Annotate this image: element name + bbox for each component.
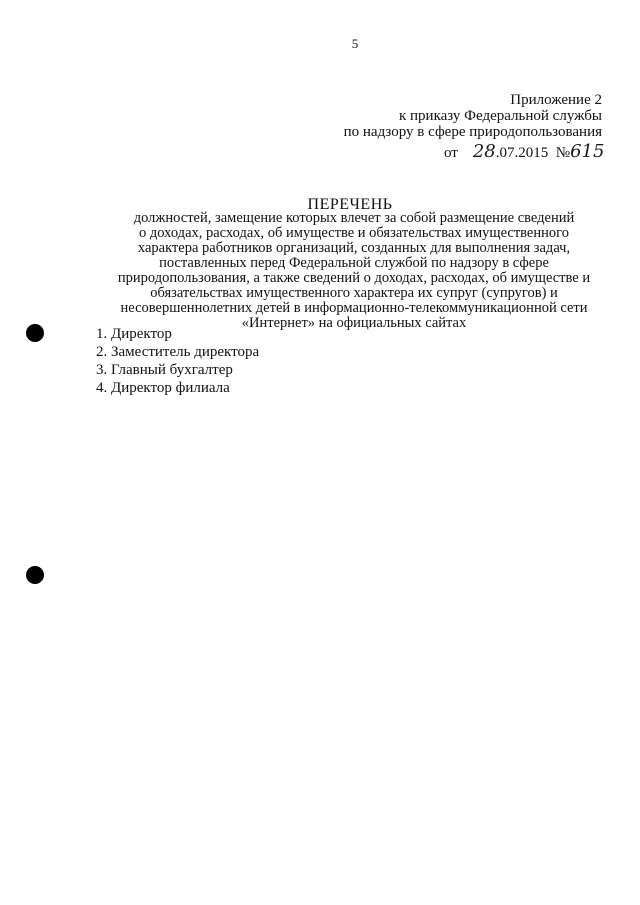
order-from-label: от	[444, 145, 458, 161]
subtitle-line: должностей, замещение которых влечет за собой размещение сведений	[133, 210, 575, 226]
document-subtitle	[98, 211, 610, 331]
page-number: 5	[351, 36, 359, 51]
subtitle-line: поставленных перед Федеральной службой по надзору в сфере	[159, 255, 549, 271]
subtitle-line: природопользования, а также сведений о доходах, расходах, об имуществе и	[117, 270, 591, 286]
order-day-handwritten: 28	[472, 141, 496, 162]
positions-list	[96, 325, 259, 397]
hole-punch-top	[26, 324, 44, 342]
list-item: 1. Директор	[96, 326, 172, 342]
appendix-line-1: к приказу Федеральной службы	[398, 108, 602, 124]
document-title: ПЕРЕЧЕНЬ	[307, 196, 393, 213]
subtitle-line: несовершеннолетних детей в информационно-телекоммуникационной сети	[120, 300, 588, 316]
order-date-rest: .07.2015	[495, 145, 549, 161]
appendix-header	[344, 92, 602, 140]
subtitle-line: обязательствах имущественного характера их супруг (супругов) и	[150, 285, 558, 301]
list-item: 4. Директор филиала	[96, 380, 230, 396]
order-number-label: №	[555, 145, 571, 161]
order-number-handwritten: 615	[570, 141, 605, 162]
order-date-line	[444, 141, 604, 162]
subtitle-line: «Интернет» на официальных сайтах	[241, 315, 467, 331]
hole-punch-bottom	[26, 566, 44, 584]
subtitle-line: характера работников организаций, созданных для выполнения задач,	[137, 240, 571, 256]
subtitle-line: о доходах, расходах, об имуществе и обязательствах имущественного	[139, 225, 569, 241]
appendix-title: Приложение 2	[510, 92, 602, 108]
list-item: 2. Заместитель директора	[96, 344, 260, 360]
list-item: 3. Главный бухгалтер	[96, 362, 233, 378]
appendix-line-2: по надзору в сфере природопользования	[343, 124, 602, 140]
